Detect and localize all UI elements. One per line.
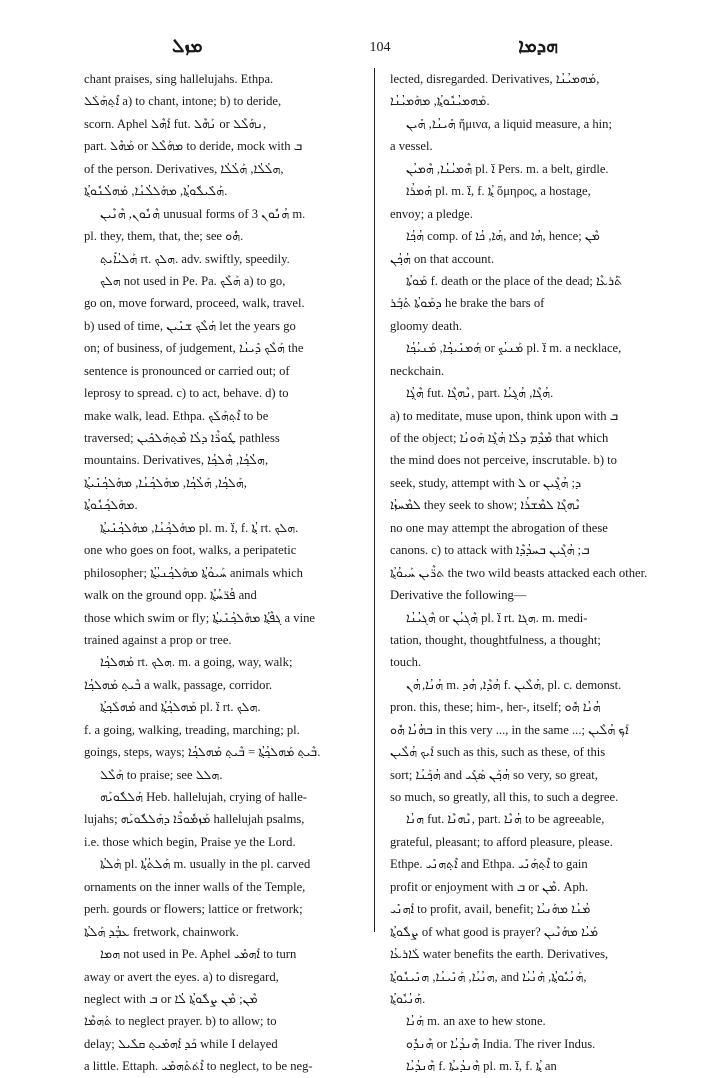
entry-line: ܗܶܓܝܳܢܳܐ or ܗܶܓܝܳܢ pl. ܐ̈ rt. ܗܓܐ. m. medi- <box>406 610 588 625</box>
entry-line: one who goes on foot, walks, a peripatetic <box>84 543 297 558</box>
entry-line: touch. <box>390 655 422 670</box>
entry-line: the mind does not perceive, inscrutable. b) to <box>390 453 617 468</box>
entry-line: of the object; ܡܶܕܶܡ ܕܠܳܐ ܗܳܓ݂ܶܐ ܗܰܘܢܳܐ that which <box>390 431 609 445</box>
entry-line: sort; ܗܳܟ݂ܰܢܳܐ and ܗܳܟ݂ܰܢ ܣܰܓܺܝ so very, so great, <box>390 767 598 782</box>
entry-line: profit or enjoyment with ܒ or ܡܶܢ. Aph. <box>390 879 589 894</box>
entry-line: envoy; a pledge. <box>390 206 473 221</box>
entry-line: b) used of time, ܗܰܠܶܟ ܫܢܺܝܢ let the years go <box>84 318 296 333</box>
entry-line: no one may attempt the abrogation of these <box>390 520 608 535</box>
entry-line: ܬܪ̈ܶܝܢ ܚܰܝܘܳܬ݂ܳܐ the two wild beasts attacked each other. <box>390 565 648 580</box>
entry-line: ܗܰܡܪܳܐ pl. m. ܐ̈, f. ܬ݂ܳܐ ὅμηρος, a hostage, <box>406 184 591 199</box>
entry-line: ܗܳܟ݂ܳܢ on that account. <box>390 251 495 266</box>
entry-line: ܗܰܠܝܳܐܺܝܬ݂ rt. ܗܠܟ. adv. swiftly, speedily. <box>100 251 290 266</box>
entry-line: traversed; ܛܽܘܪ̈ܶܐ ܕܠܳܐ ܡܶܬ݂ܗܰܠܟܺܝܢ pathless <box>84 431 280 445</box>
entry-line: ܡܰܗܠܟ݂ܳܐ rt. ܗܠܟ. m. a going, way, walk; <box>100 655 293 670</box>
page-number: 104 <box>369 40 391 55</box>
entry-line: so much, so greatly, all this, to such a degree. <box>390 790 619 804</box>
entry-line: scorn. Aphel ܐܰܗܶܠ fut. ܢܰܗܶܠ or ܢܗܰܠܶܠ, <box>84 116 267 131</box>
column-divider <box>374 68 375 932</box>
entry-line: ܡܗܰܠܟ݂ܳܢܳܐ, ܡܗܰܠܟ݂ܳܢܺܝܬ݂ܳܐ pl. m. ܐ̈, f. ܬ݂ܳܐ rt. ܗܠܟ. <box>100 520 299 535</box>
entry-line: pl. they, them, that, the; see ܗܽܘ. <box>84 229 244 244</box>
entry-line: ܗܰܠܟ݂ܳܐ, ܗܰܠܳܟ݂ܳܐ, ܡܗܰܠܟ݂ܳܢܳܐ, ܡܗܰܠܟ݂ܳܢܺܝܬ݂ܳܐ, <box>84 475 247 490</box>
entry-line: ܗܰܡܢܺܝܟ݂ܳܐ, ܡܰܢܝܳܟ݂ܳܐ or ܡܰܢܝܳܟ݂ pl. ܐ̈ m. a necklace, <box>406 341 622 356</box>
entry-line: gloomy death. <box>390 318 463 333</box>
entry-line: of the person. Derivatives, ܗܠܳܠܳܐ, ܗܰܠܳܠܳܐ, <box>84 161 284 176</box>
entry-line: ܠܡܶܚܙܳܐ they seek to show; ܢܶܗܓܶܐ ܠܡܶܫܪܳܐ <box>390 498 581 513</box>
entry-line: ܗܰܠܬܳܐ pl. ܗܰܠܬܳܬ݂ܳܐ m. usually in the pl. carved <box>100 857 311 872</box>
entry-line: ܒܗܳܢܳܐ ܗܽܘ in this very ..., in the same ...; ܐܰܟ݂ ܗܳܠܶܝܢ <box>390 722 629 737</box>
entry-line: sentence is pronounced or carried out; of <box>84 363 290 378</box>
entry-line: ܨܠܽܘܬ݂ܳܐ of what good is prayer? ܡܰܝܳܐ ܡܗܰܢܶܝܢ <box>390 924 599 939</box>
entry-line: ܡܰܘܬܳܐ f. death or the place of the dead; ܬ̈ܰܪܥܶܐ <box>406 273 623 288</box>
entry-line: lected, disregarded. Derivatives, ܡܰܗܡܝܳܢܳܐ, <box>390 72 600 86</box>
entry-line: ܐܰܝܟ ܗܳܠܶܝܢ such as this, such as these, of this <box>390 745 606 760</box>
entry-line: mountains. Derivatives, ܗܠܳܟ݂ܳܐ, ܗܶܠܟ݂ܳܐ, <box>84 453 269 468</box>
entry-line: chant praises, sing hallelujahs. Ethpa. <box>84 72 274 86</box>
entry-line: those which swim or fly; ܓܦܶܬ݂ܳܐ ܡܗܰܠܟ݂ܳܢܺܝܬ݂ܳܐ a vine <box>84 610 315 625</box>
entry-line: Derivative the following— <box>390 588 527 603</box>
header-left-word: ܡܙܠ <box>172 36 203 57</box>
entry-line: ܡܗܰܠܟ݂ܳܢܽܘܬ݂ܳܐ. <box>84 498 138 513</box>
entry-line: perh. gourds or flowers; lattice or fretwork; <box>84 902 303 917</box>
entry-line: ܗܶܢܕܳܝܳܐ f. ܗܶܢܕܳܝܬܳܐ pl. m. ܐ̈, f. ܬ݂ܳܐ an <box>406 1059 557 1074</box>
entry-line: ܗܢܳܝܳܐ, ܗܰܢܺܝܢܳܐ, ܗܢܺܝܢܽܘܬ݂ܳܐ, and ܗܰܢܳܝܽܘܬ݂ܳܐ, ܗܰܢܳܝܳܐ, <box>390 969 587 984</box>
entry-line: trained against a prop or tree. <box>84 632 232 647</box>
entry-line: ܐܶܬ݂ܗܰܠܰܠ a) to chant, intone; b) to deride, <box>84 94 282 109</box>
entry-line: ܡܰܗܡܝܳܢܽܘܬ݂ܳܐ, ܡܗܰܡܝܳܢܳܐ. <box>390 94 490 109</box>
entry-line: seek, study, attempt with ܠ or ܕ; ܗܳܓ݂ܶܝܢ <box>390 475 582 490</box>
entry-line: ܐܰܗܢܺܝ to profit, avail, benefit; ܡܳܢܳܐ ܡܗܰܢܝܳܐ <box>390 902 591 917</box>
entry-line: lujahs; ܡܰܙܡܽܘܪ̈ܶܐ ܕܗܰܠܠܽܘܝܰܗ hallelujah psalms, <box>84 812 305 827</box>
entry-line: neglect with ܒ or ܡܶܢ; ܡܶܢ ܨܠܽܘܬ݂ܳܐ ܠܳܐ <box>84 991 258 1006</box>
entry-line: f. a going, walking, treading, marching; pl. <box>84 722 300 737</box>
entry-line: pron. this, these; him-, her-, itself; ܗܳܢܳܐ ܗܽܘ <box>390 700 601 715</box>
entry-line: go on, move forward, proceed, walk, travel. <box>84 296 305 311</box>
entry-line: a) to meditate, muse upon, think upon with ܒ <box>390 408 619 423</box>
entry-line: ܗܶܢܽܘܢ, ܗܶܢܶܝܢ unusual forms of ܗܳܢܽܘܢ 3 m. <box>100 206 306 221</box>
left-column <box>84 68 370 1074</box>
entry-line: part. ܡܰܗܶܠ or ܡܗܰܠܶܠ to deride, mock with ܒ <box>84 139 303 154</box>
entry-line: ܬܰܗܡܶܐ to neglect prayer. b) to allow; to <box>84 1014 277 1029</box>
entry-line: canons. c) to attack with ܒ; ܗܳܓܶܝܢ ܒܚܕܳܕܶܐ <box>390 543 590 558</box>
entry-line: a little. Ettaph. ܐܶܬ݁ܬܰܗܡܺܝ to neglect, to be neg- <box>84 1059 313 1074</box>
entry-line: ܗܶܓ݂ܳܐ fut. ܢܶܗܓܶܐ, part. ܗܳܓܶܐ, ܗܳܓ݂ܝܳܐ. <box>406 386 554 401</box>
text-columns <box>84 68 676 1074</box>
entry-line: a vessel. <box>390 139 433 154</box>
entry-line: ܗܢܳܐ fut. ܢܶܗܢܶܐ, part. ܗܳܢܶܐ to be agreeable, <box>406 812 605 827</box>
entry-line: ܗܳܟ݂ܳܐ comp. of ܗܳܐ, ܟܳܐ, and ܗܳܐ, hence; ܡܶܢ <box>406 229 600 244</box>
entry-line: ܗܺܝܢܳܐ, ܗܺܝܢ ἥμινα, a liquid measure, a hin; <box>406 116 612 131</box>
entry-line: ܗܳܢܳܐ, ܗܳܢ m. ܗܳܕܶܐ, ܗܳܕ f. ܗܳܠܶܝܢ, pl. c. demonst. <box>406 677 622 692</box>
entry-line: walk on the ground opp. ܦܳܪ̈ܚܳܬ݂ܳܐ and <box>84 588 257 603</box>
entry-line: philosopher; ܚܰܝܘܳܬ݂ܳܐ ܡܗܰܠܟ݂ܳܢܝܳܬ݂ܳܐ animals which <box>84 565 303 580</box>
entry-line: goings, steps, ways; ܒܶܝܬ݂ ܡܰܗܠܟ݂ܳܬ݂ܳܐ = ܒܶܝܬ݂ ܡܰܗܠܟ݂ܳܐ. <box>84 745 321 760</box>
entry-line: Ethpe. ܐܶܬ݂ܗܢܺܝ and Ethpa. ܐܶܬ݂ܗܰܢܺܝ to gain <box>390 857 588 872</box>
entry-line: ܥܒ̣ܳܕ ܗܰܠܬܳܐ fretwork, chainwork. <box>84 924 239 939</box>
entry-line: ܗܶܢܕܽܘ or ܗܶܢܕܳܝܳܐ India. The river Indus. <box>406 1036 596 1051</box>
entry-line: ܡܰܗܠܰܟ݂ܬ݂ܳܐ and ܡܰܗܠܟ݂ܳܬ݂ܳܐ pl. ܐ̈ rt. ܗܠܟ. <box>100 700 261 715</box>
entry-line: ܗܰܠܶܠ to praise; see ܗܠܠ. <box>100 767 223 782</box>
entry-line: ܕܡܰܘܬܳܐ ܬܰܒ݂ܰܪ he brake the bars of <box>390 296 545 311</box>
entry-line: ܗܠܟ not used in Pe. Pa. ܗܰܠܶܟ a) to go, <box>100 273 286 288</box>
entry-line: i.e. those which begin, Praise ye the Lord. <box>84 834 296 849</box>
entry-line: leprosy to spread. c) to act, behave. d) to <box>84 386 289 401</box>
entry-line: ܒܶܝܬ݂ ܡܰܗܠܟ݂ܳܐ a walk, passage, corridor. <box>84 677 273 692</box>
entry-line: ornaments on the inner walls of the Temple, <box>84 879 306 894</box>
entry-line: grateful, pleasant; to afford pleasure, please. <box>390 834 613 849</box>
entry-line: neckchain. <box>390 363 445 378</box>
entry-line: ܗܰܢܳܐ m. an axe to hew stone. <box>406 1014 546 1029</box>
entry-line: delay; ܟܰܕ ܐܰܗܡܺܝܬ݂ ܩܠܺܝܠ while I delayed <box>84 1036 278 1051</box>
running-head <box>60 36 676 62</box>
entry-line: ܗܰܢܳܝܽܘܬ݂ܳܐ. <box>390 991 426 1006</box>
entry-line: make walk, lead. Ethpa. ܐܶܬ݂ܗܰܠܰܟ to be <box>84 408 269 423</box>
entry-line: ܗܰܠܺܝܠܽܘܬ݂ܳܐ, ܡܗܰܠܠܳܢܳܐ, ܡܰܗܠܳܢܽܘܬ݂ܳܐ. <box>84 184 228 199</box>
entry-line: ܗܰܠܠܽܘܝܰܗ Heb. hallelujah, crying of halle- <box>100 790 307 804</box>
right-column <box>390 68 676 1074</box>
entry-line: away or avert the eyes. a) to disregard, <box>84 969 279 984</box>
entry-line: on; of business, of judgement, ܗܰܠܶܟ ܕܺܝܢܳܐ the <box>84 341 304 356</box>
header-right-word: ܗܕܡܐ <box>518 36 558 57</box>
entry-line: ܗܶܡܝܳܢܳܐ, ܗܶܡܝܳܢ pl. ܐ̈ Pers. m. a belt, girdle. <box>406 161 609 176</box>
entry-line: ܠܰܐܪܥܳܐ water benefits the earth. Derivatives, <box>390 947 609 962</box>
entry-line: ܗܡܐ not used in Pe. Aphel ܐܰܗܡܺܝ to turn <box>100 947 297 962</box>
entry-line: tation, thought, thoughtfulness, a thought; <box>390 632 601 647</box>
